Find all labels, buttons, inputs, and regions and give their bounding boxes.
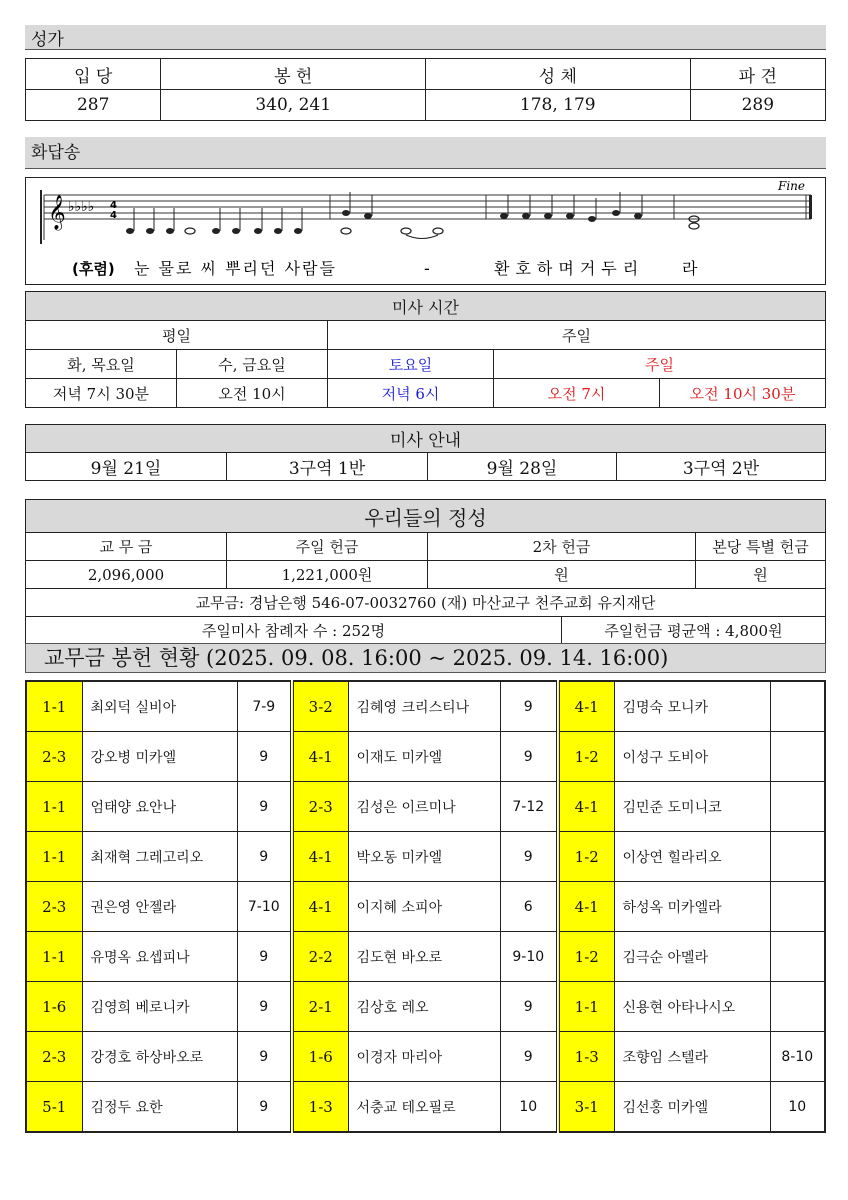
hymn-header: 봉 헌 <box>161 59 426 90</box>
donor-name: 이상연 힐라리오 <box>614 832 770 882</box>
donor-name: 최외덕 실비아 <box>82 681 237 732</box>
donor-name: 박오동 미카엘 <box>348 832 500 882</box>
svg-text:4: 4 <box>110 200 117 211</box>
months-paid: 9 <box>500 681 558 732</box>
months-paid: 9 <box>237 982 292 1032</box>
months-paid: 9 <box>500 832 558 882</box>
offering-header: 교 무 금 <box>26 533 227 561</box>
months-paid: 9-10 <box>500 932 558 982</box>
mass-info-date: 9월 28일 <box>428 453 617 481</box>
table-row <box>26 1032 825 1082</box>
district-cell: 1-2 <box>558 732 614 782</box>
lyrics-dash: - <box>424 259 430 278</box>
day-sunday: 주일 <box>494 350 826 379</box>
hymn-number: 178, 179 <box>425 90 690 121</box>
mass-info-group: 3구역 1반 <box>227 453 428 481</box>
svg-text:4: 4 <box>110 210 117 221</box>
hymns-section-title: 성가 <box>25 25 826 50</box>
months-paid <box>770 782 825 832</box>
donations-body <box>26 681 825 1132</box>
weekday-label: 평일 <box>26 321 328 350</box>
district-cell: 4-1 <box>558 681 614 732</box>
months-paid: 9 <box>237 1032 292 1082</box>
donor-name: 강오병 미카엘 <box>82 732 237 782</box>
offering-value: 원 <box>428 561 696 589</box>
donor-name: 신용현 아타나시오 <box>614 982 770 1032</box>
score-staff <box>26 178 825 284</box>
table-row <box>26 882 825 932</box>
lyrics-line: 눈 물로 씨 뿌리던 사람들 <box>134 259 337 278</box>
months-paid: 6 <box>500 882 558 932</box>
table-row <box>26 732 825 782</box>
treble-clef-icon: 𝄞 <box>48 195 66 230</box>
mass-info-group: 3구역 2반 <box>617 453 826 481</box>
donor-name: 김혜영 크리스티나 <box>348 681 500 732</box>
table-row <box>26 982 825 1032</box>
time-tue-thu: 저녁 7시 30분 <box>26 379 177 408</box>
months-paid: 8-10 <box>770 1032 825 1082</box>
mass-info-table <box>25 424 826 481</box>
donor-name: 유명옥 요셉피나 <box>82 932 237 982</box>
offering-value: 2,096,000 <box>26 561 227 589</box>
fine-marking: Fine <box>778 179 805 193</box>
donor-name: 김상호 레오 <box>348 982 500 1032</box>
donor-name: 김도현 바오로 <box>348 932 500 982</box>
donations-table <box>25 680 826 1133</box>
day-tue-thu: 화, 목요일 <box>26 350 177 379</box>
donor-name: 김민준 도미니코 <box>614 782 770 832</box>
donor-name: 김선홍 미카엘 <box>614 1082 770 1133</box>
district-cell: 1-1 <box>558 982 614 1032</box>
table-row <box>26 1082 825 1133</box>
donations-title: 교무금 봉헌 현황 (2025. 09. 08. 16:00 ~ 2025. 09. 14. 16:00) <box>25 643 826 673</box>
district-cell: 1-1 <box>26 832 82 882</box>
months-paid: 9 <box>237 832 292 882</box>
district-cell: 5-1 <box>26 1082 82 1133</box>
months-paid <box>770 932 825 982</box>
district-cell: 2-3 <box>26 882 82 932</box>
donor-name: 이경자 마리아 <box>348 1032 500 1082</box>
donor-name: 권은영 안젤라 <box>82 882 237 932</box>
offering-header: 본당 특별 헌금 <box>696 533 826 561</box>
attendance-count: 주일미사 참례자 수 : 252명 <box>26 617 562 645</box>
donor-name: 김정두 요한 <box>82 1082 237 1133</box>
hymns-table <box>25 58 826 121</box>
months-paid: 7-9 <box>237 681 292 732</box>
months-paid: 9 <box>237 782 292 832</box>
donor-name: 최재혁 그레고리오 <box>82 832 237 882</box>
table-row <box>26 782 825 832</box>
months-paid: 9 <box>237 732 292 782</box>
psalm-section-title: 화답송 <box>25 137 826 169</box>
district-cell: 1-2 <box>558 832 614 882</box>
table-row <box>26 681 825 732</box>
district-cell: 3-2 <box>292 681 348 732</box>
months-paid <box>770 732 825 782</box>
district-cell: 1-3 <box>558 1032 614 1082</box>
district-cell: 2-3 <box>26 732 82 782</box>
months-paid <box>770 681 825 732</box>
months-paid: 7-10 <box>237 882 292 932</box>
table-row <box>26 932 825 982</box>
donor-name: 김극순 아멜라 <box>614 932 770 982</box>
district-cell: 1-1 <box>26 681 82 732</box>
donor-name: 이지혜 소피아 <box>348 882 500 932</box>
district-cell: 4-1 <box>558 882 614 932</box>
mass-info-date: 9월 21일 <box>26 453 227 481</box>
district-cell: 1-6 <box>292 1032 348 1082</box>
district-cell: 1-2 <box>558 932 614 982</box>
donor-name: 서충교 테오필로 <box>348 1082 500 1133</box>
average-offering: 주일헌금 평균액 : 4,800원 <box>562 617 826 645</box>
day-saturday: 토요일 <box>328 350 494 379</box>
months-paid: 9 <box>500 982 558 1032</box>
district-cell: 1-1 <box>26 782 82 832</box>
time-saturday: 저녁 6시 <box>328 379 494 408</box>
district-cell: 1-1 <box>26 932 82 982</box>
refrain-label: (후렴) <box>72 260 115 278</box>
months-paid <box>770 832 825 882</box>
sunday-label: 주일 <box>328 321 826 350</box>
months-paid: 10 <box>500 1082 558 1133</box>
time-sunday-early: 오전 7시 <box>494 379 660 408</box>
mass-times-table <box>25 291 826 408</box>
time-wed-fri: 오전 10시 <box>177 379 328 408</box>
hymn-number: 287 <box>26 90 161 121</box>
svg-text:♭♭♭♭: ♭♭♭♭ <box>68 199 95 215</box>
hymn-number: 289 <box>690 90 825 121</box>
table-row <box>26 832 825 882</box>
hymn-header: 입 당 <box>26 59 161 90</box>
months-paid: 10 <box>770 1082 825 1133</box>
district-cell: 2-2 <box>292 932 348 982</box>
day-wed-fri: 수, 금요일 <box>177 350 328 379</box>
donor-name: 이재도 미카엘 <box>348 732 500 782</box>
offerings-title: 우리들의 정성 <box>26 500 826 533</box>
donor-name: 엄태양 요안나 <box>82 782 237 832</box>
lyrics-line: 라 <box>682 259 698 278</box>
offering-value: 원 <box>696 561 826 589</box>
donor-name: 김성은 이르미나 <box>348 782 500 832</box>
hymn-header: 성 체 <box>425 59 690 90</box>
months-paid: 9 <box>500 732 558 782</box>
district-cell: 2-3 <box>26 1032 82 1082</box>
donor-name: 조향임 스텔라 <box>614 1032 770 1082</box>
district-cell: 4-1 <box>292 732 348 782</box>
district-cell: 4-1 <box>292 832 348 882</box>
offering-header: 2차 헌금 <box>428 533 696 561</box>
mass-times-title: 미사 시간 <box>26 292 826 321</box>
months-paid: 9 <box>500 1032 558 1082</box>
donor-name: 하성옥 미카엘라 <box>614 882 770 932</box>
district-cell: 3-1 <box>558 1082 614 1133</box>
district-cell: 4-1 <box>558 782 614 832</box>
months-paid: 9 <box>237 1082 292 1133</box>
months-paid <box>770 882 825 932</box>
lyrics-line: 환호하며거두리 <box>494 259 645 278</box>
district-cell: 2-3 <box>292 782 348 832</box>
music-score <box>25 177 826 285</box>
offering-header: 주일 헌금 <box>227 533 428 561</box>
months-paid: 9 <box>237 932 292 982</box>
donor-name: 강경호 하상바오로 <box>82 1032 237 1082</box>
months-paid: 7-12 <box>500 782 558 832</box>
offerings-table <box>25 499 826 645</box>
mass-info-title: 미사 안내 <box>26 425 826 453</box>
bank-account: 교무금: 경남은행 546-07-0032760 (재) 마산교구 천주교회 유지재단 <box>26 589 826 617</box>
donor-name: 김영희 베로니카 <box>82 982 237 1032</box>
months-paid <box>770 982 825 1032</box>
district-cell: 2-1 <box>292 982 348 1032</box>
district-cell: 1-3 <box>292 1082 348 1133</box>
hymn-number: 340, 241 <box>161 90 426 121</box>
district-cell: 1-6 <box>26 982 82 1032</box>
offering-value: 1,221,000원 <box>227 561 428 589</box>
donor-name: 김명숙 모니카 <box>614 681 770 732</box>
district-cell: 4-1 <box>292 882 348 932</box>
time-sunday-late: 오전 10시 30분 <box>660 379 826 408</box>
hymn-header: 파 견 <box>690 59 825 90</box>
donor-name: 이성구 도비아 <box>614 732 770 782</box>
